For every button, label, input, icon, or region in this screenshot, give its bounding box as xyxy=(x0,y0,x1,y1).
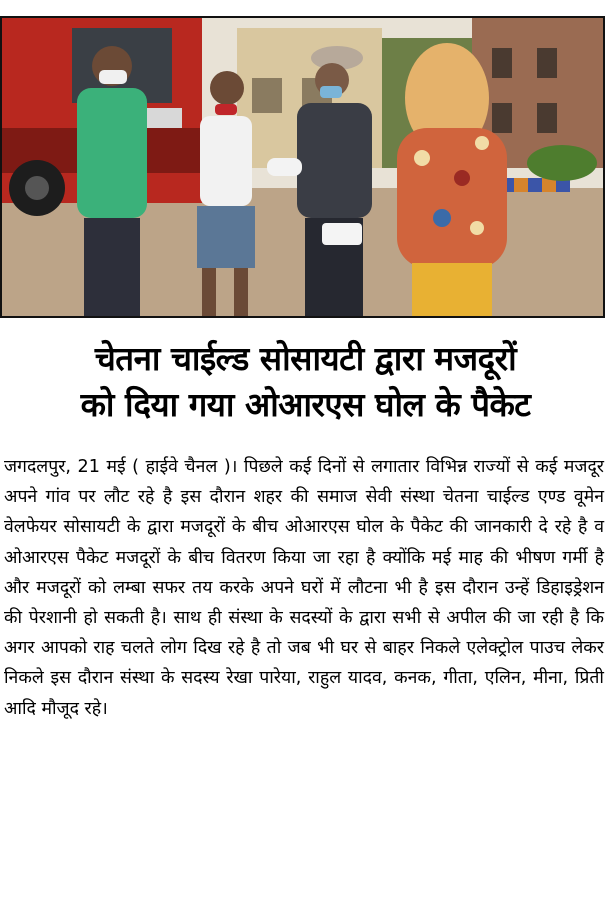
headline-line-2: को दिया गया ओआरएस घोल के पैकेट xyxy=(80,385,531,424)
news-photo xyxy=(0,16,605,318)
headline xyxy=(0,336,611,428)
article-body: जगदलपुर, 21 मई ( हाईवे चैनल )। पिछले कई दिनों से लगातार विभिन्न राज्यों से कई मजदूर अपने गांव पर लौट रहे है इस दौरान शहर की समाज सेवी संस्था चेतना चाईल्ड एण्ड वूमेन वेलफेयर सोसायटी के द्वारा मजदूरों के बीच ओआरएस घोल के पैकेट की जानकारी दे रहे है व ओआरएस पैकेट मजदूरों के बीच वितरण किया जा रहा है क्योंकि मई माह की भीषण गर्मी है और मजदूरों को लम्बा सफर तय करके अपने घरों में लौटना भी है इस दौरान उन्हें डिहाइड्रेशन की पेरशानी हो सकती है। साथ ही संस्था के सदस्यों के द्वारा सभी से अपील की जा रही है कि अगर आपको राह चलते लोग दिख रहे है तो जब भी घर से बाहर निकले एलेक्ट्रोल पाउच लेकर निकले इस दौरान संस्था के सदस्य रेखा पारेया, राहुल यादव, कनक, गीता, एलिन, मीना, प्रिती आदि मौजूद रहे। xyxy=(4,457,604,719)
headline-line-1: चेतना चाईल्ड सोसायटी द्वारा मजदूरों xyxy=(94,339,517,378)
